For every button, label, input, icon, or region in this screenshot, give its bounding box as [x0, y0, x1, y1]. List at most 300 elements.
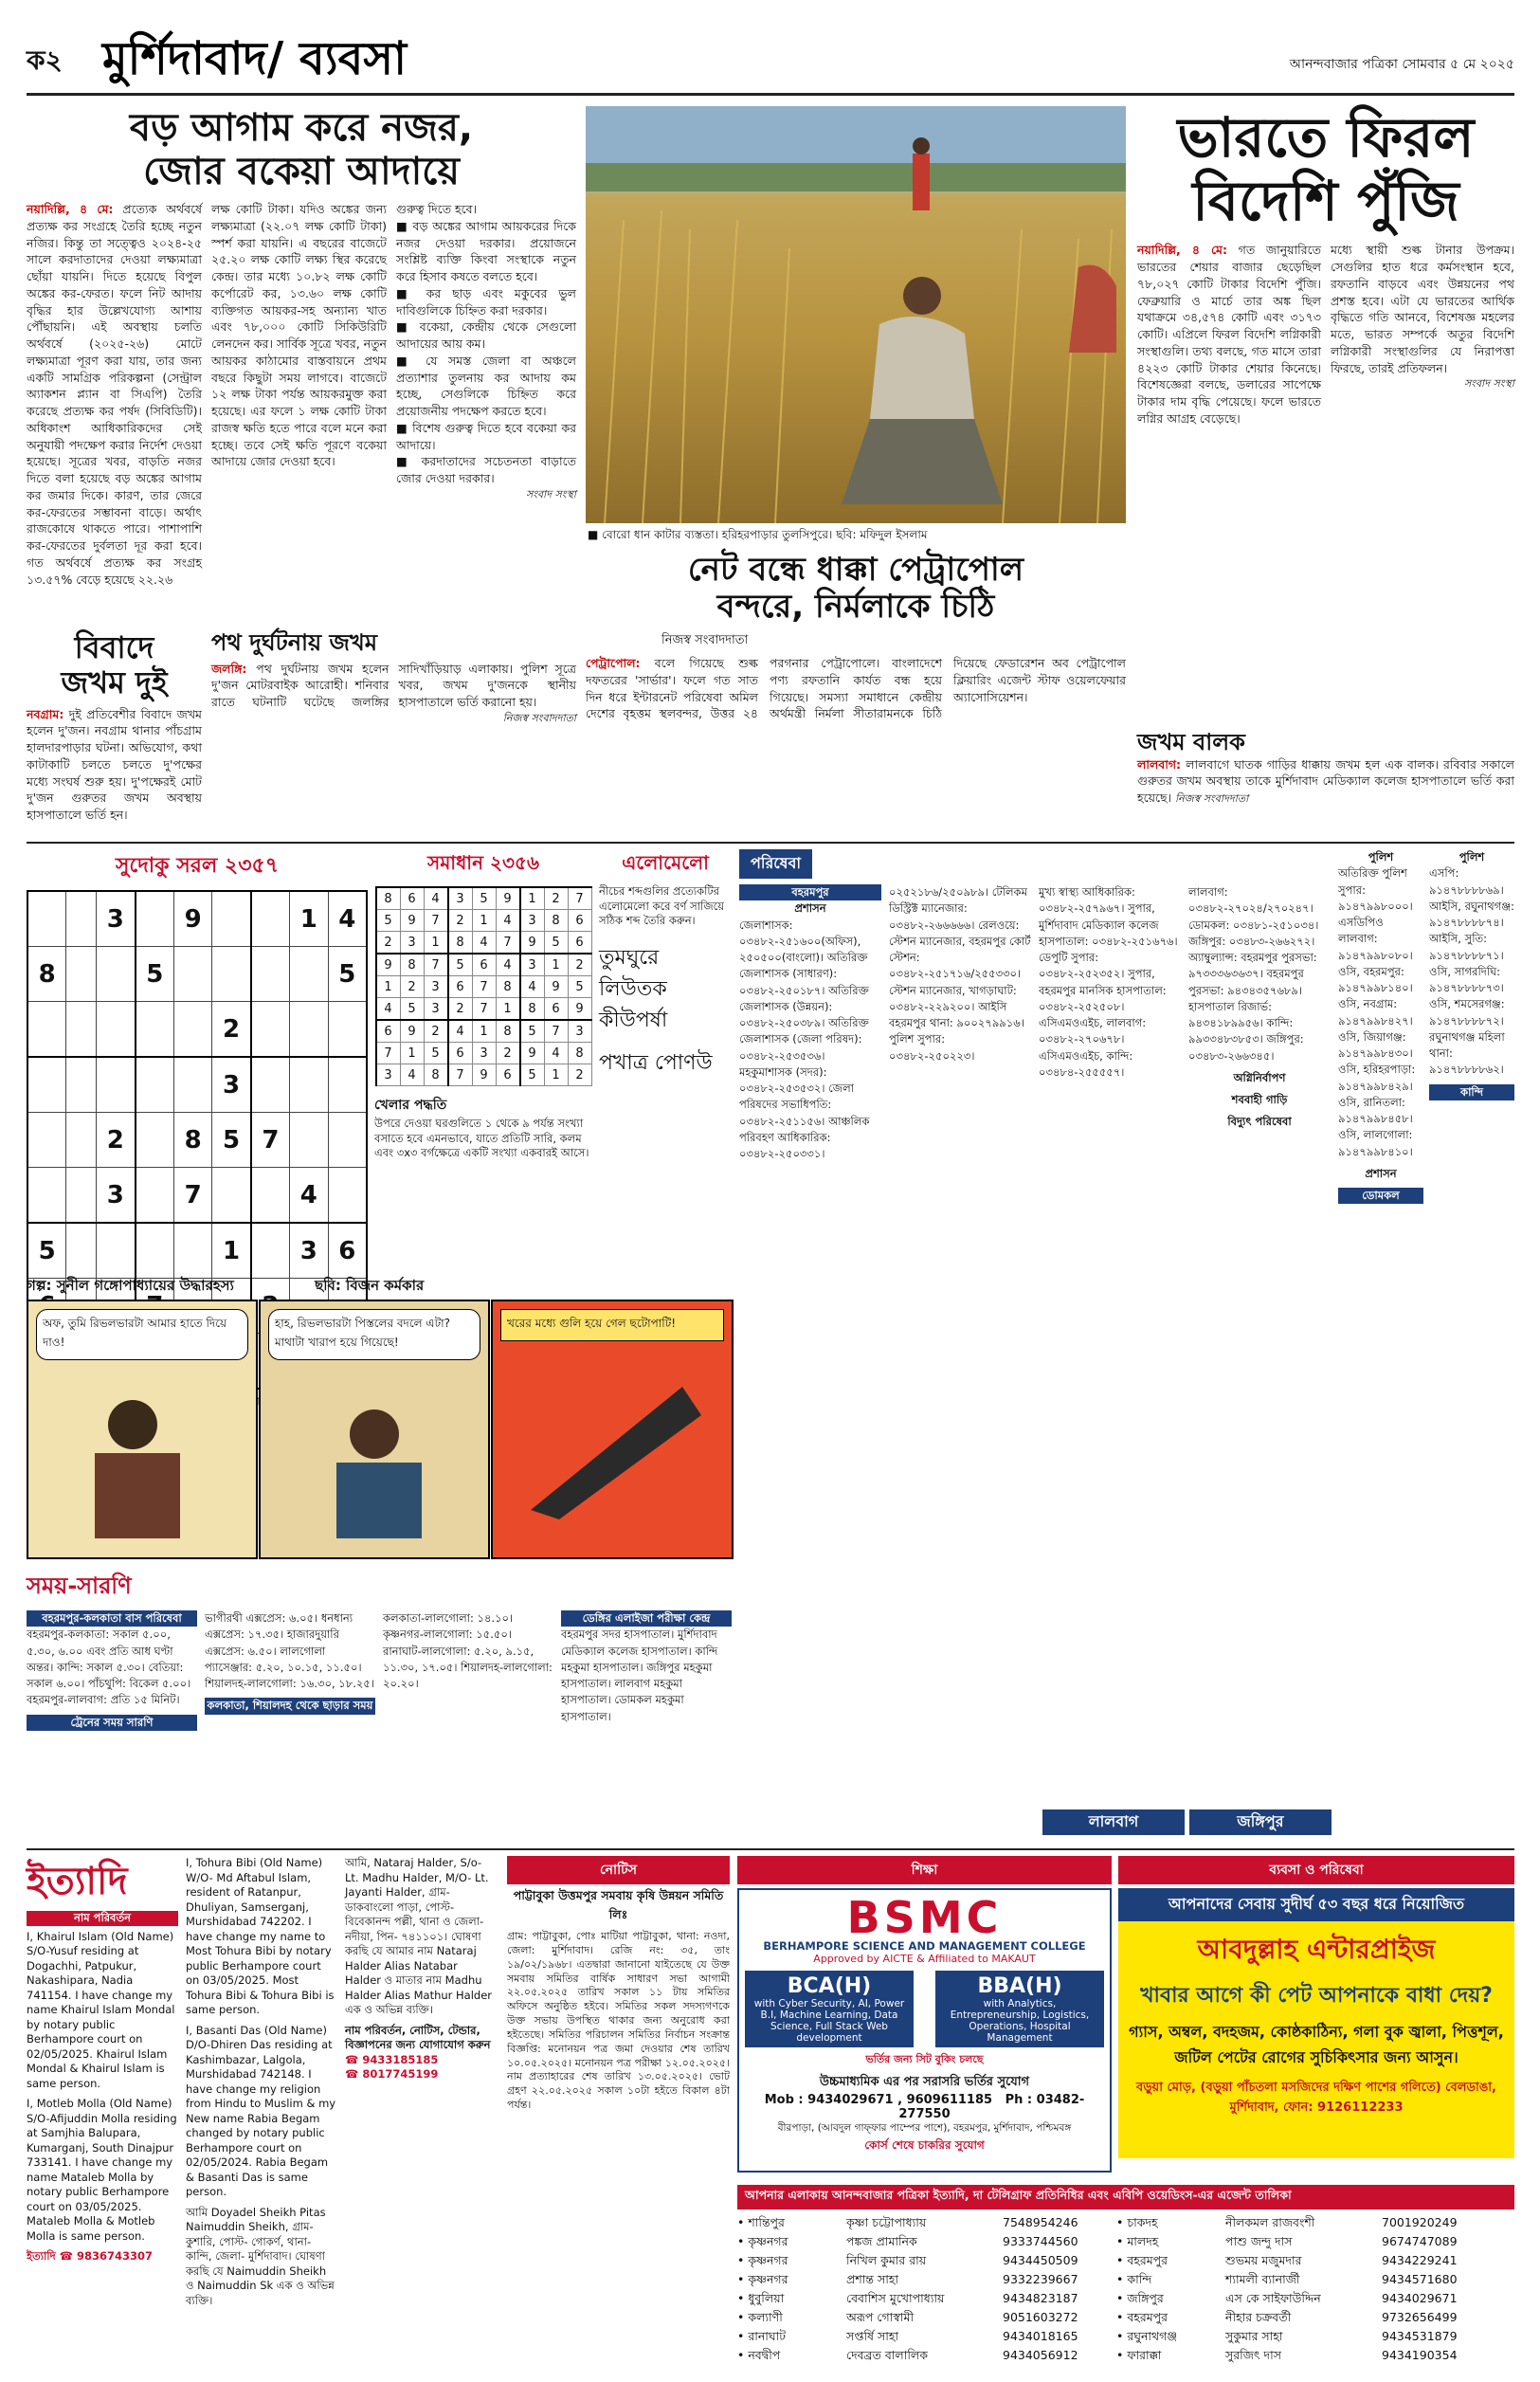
- sudoku-cell: 9: [173, 891, 211, 947]
- solution-cell: 8: [568, 1043, 591, 1064]
- credit: সংবাদ সংস্থা: [525, 487, 576, 500]
- solution-cell: 4: [400, 1064, 424, 1086]
- agent-phone: 9434531879: [1382, 2329, 1458, 2343]
- police: [1338, 849, 1514, 1835]
- agent-row: [1116, 2213, 1477, 2232]
- solution-cell: 7: [568, 887, 591, 910]
- solution-cell: 3: [448, 887, 473, 910]
- sudoku-cell: [136, 1057, 174, 1113]
- agent-row: [737, 2213, 1097, 2232]
- sudoku-cell: [66, 891, 97, 947]
- solution-cell: 5: [520, 1064, 545, 1086]
- sudoku-cell: 7: [173, 1168, 211, 1224]
- sudoku-cell: 5: [212, 1113, 251, 1168]
- agent-row: [737, 2289, 1097, 2308]
- solution-cell: 8: [496, 976, 520, 998]
- agent-area: • কল্যাণী: [737, 2310, 783, 2324]
- comic-story-credit: গল্প: সুনীল গঙ্গোপাধ্যায়ের উদ্ধারহস্য: [27, 1277, 234, 1294]
- sudoku-cell: 1: [212, 1223, 251, 1279]
- story-col: নয়াদিল্লি, ৪ মে: গত জানুয়ারিতে ভারতের শেয়ার বাজার ছেড়েছিল ৭৮,০২৭ কোটি টাকার বিদেশি পুঁজি। ফেব্রুয়ারি ও মার্চে তার অঙ্ক ছিল যথাক্রমে ৩৪,৫৭৪ কোটি এবং ৩১৭৩ কোটি। এপ্রিলে ফিরল বিদেশি লগ্নিকারী সংস্থাগুলি। তথ্য বলছে, গত মাসে তারা ৪২২৩ কোটি টাকার শেয়ার কিনেছে। বিশেষজ্ঞেরা বলছে, ডলারের সাপেক্ষে টাকার দাম বৃদ্ধি পেয়েছে। ফলে ভারতে লগ্নির আগ্রহ বেড়েছে।: [1137, 243, 1321, 426]
- solution-cell: 6: [376, 1020, 401, 1043]
- notice: নোটিস পাট্টাবুকা উত্তমপুর সমবায় কৃষি উন্নয়ন সমিতি লিঃ গ্রাম: পাট্টাবুকা, পোঃ মাটিয়া পাট্টাবুকা, থানা: নওদা, জেলা: মুর্শিদাবাদ। রেজি নং: ৩৫, তাং ১৯/০২/১৯৬৮। এতদ্বারা জানানো যাইতেছে যে উক্ত সমবায় সমিতির বার্ষিক সাধারণ সভা আগামী ২২.০৫.২০২৫ তারিখ সকাল ১১ টায় সমিতির অফিসে অনুষ্ঠিত হইবে। সমিতির সকল সদস্যগণকে উক্ত সভায় উপস্থিত থাকার জন্য অনুরোধ করা হইতেছে। সমিতির পরিচালন সমিতির নির্বাচন সংক্রান্ত বিজ্ঞপ্তি: মনোনয়ন পত্র জমা দেওয়ার শেষ তারিখ ১০.০৫.২০২৫। মনোনয়ন পত্র পরীক্ষা ১২.০৫.২০২৫। নাম প্রত্যাহারের শেষ তারিখ ১৩.০৫.২০২৫। ভোট গ্রহণ ২২.০৫.২০২৫ সকাল ১০টা হইতে বিকাল ৪টা পর্যন্ত।: [507, 1856, 730, 2368]
- agent-phone: 9434450509: [1003, 2253, 1078, 2267]
- solution-cell: 7: [424, 910, 448, 932]
- sudoku-cell: 8: [27, 947, 66, 1002]
- solution-cell: 9: [520, 932, 545, 955]
- classified-brand: ইত্যাদি: [27, 1860, 128, 1903]
- sudoku-cell: [97, 947, 136, 1002]
- solution-cell: 3: [400, 932, 424, 955]
- solution-cell: 3: [424, 976, 448, 998]
- solution-cell: 9: [400, 1020, 424, 1043]
- agent-phone: 9051603272: [1003, 2310, 1078, 2324]
- agent-area: • জঙ্গিপুর: [1116, 2291, 1164, 2305]
- solution-cell: 1: [376, 976, 401, 998]
- agent-phone: 9434190354: [1382, 2348, 1458, 2362]
- agent-area: • ধুবুলিয়া: [737, 2291, 785, 2305]
- solution-cell: 8: [448, 932, 473, 955]
- story-petrapole: [586, 552, 1126, 836]
- sudoku-cell: [97, 1057, 136, 1113]
- course-box: BCA(H) with Cyber Security, AI, Power B.I, Machine Learning, Data Science, Full Stack Web development: [745, 1971, 914, 2047]
- agent-phone: 9434018165: [1003, 2329, 1078, 2343]
- list-item: ■ বকেয়া, কেন্দ্রীয় থেকে সেগুলো আদায়ের আয় কম।: [396, 319, 576, 351]
- comic-strip: [27, 1275, 733, 1559]
- solution-cell: 4: [448, 1020, 473, 1043]
- comic-panel-3: [491, 1300, 734, 1559]
- timetable-col: ডেঙ্গির এলাইজা পরীক্ষা কেন্দ্র বহরমপুর সদর হাসপাতাল। মুর্শিদাবাদ মেডিক্যাল কলেজ হাসপাতাল। কান্দি মহকুমা হাসপাতাল। জঙ্গিপুর মহকুমা হাসপাতাল। লালবাগ মহকুমা হাসপাতাল। ডোমকল মহকুমা হাসপাতাল।: [561, 1610, 732, 1731]
- story-col: মধ্যে স্থায়ী শুল্ক টানার উপক্রম। সেগুলির হাত ধরে কর্মসংস্থান হবে, রফতানি বাড়বে এবং উন্নয়নের পথ প্রশস্ত হবে। এটা যে ভারতের আর্থিক বৃদ্ধিতে গতি আনবে, বিশেষজ্ঞ মহলের মতে, ভারত সম্পর্কে অতুর বিদেশি লগ্নিকারী সংস্থাগুলির যে নিরাপত্তা ফিরছে, তারই প্রতিফলন। সংবাদ সংস্থা: [1331, 243, 1514, 391]
- agent-row: [1116, 2346, 1477, 2365]
- sudoku-cell: 2: [212, 1002, 251, 1058]
- sudoku-cell: [251, 1168, 290, 1224]
- solution-cell: 4: [424, 887, 448, 910]
- byline: নিজস্ব সংবাদদাতা: [661, 633, 749, 648]
- sudoku-cell: [328, 1057, 367, 1113]
- list-item: ■ কর ছাড় এবং মকুবের ভুল দাবিগুলিকে চিহ্নিত করা দরকার।: [396, 285, 576, 318]
- agent-area: • ফারাক্কা: [1116, 2348, 1162, 2362]
- sudoku-cell: [290, 1002, 328, 1058]
- jumble-word: পখাত্র পোণউ: [599, 1050, 713, 1075]
- agent-name: সপ্তর্ষি সাহা: [846, 2329, 899, 2343]
- agent-area: • চাকদহ: [1116, 2215, 1158, 2229]
- solution-title: সমাধান ২৩৫৬: [426, 851, 540, 874]
- agent-area: • কান্দি: [1116, 2272, 1152, 2286]
- solution-grid: [375, 886, 592, 1086]
- course-box: BBA(H) with Analytics, Entrepreneurship, Logistics, Operations, Hospital Management: [935, 1971, 1104, 2047]
- solution-cell: 6: [544, 998, 568, 1021]
- agent-name: নীহার চক্রবর্তী: [1225, 2310, 1292, 2324]
- solution-cell: 8: [376, 887, 401, 910]
- solution-cell: 2: [496, 1043, 520, 1064]
- agent-phone: 9333744560: [1003, 2234, 1078, 2248]
- solution-cell: 2: [568, 954, 591, 976]
- story-body: নবগ্রাম: দুই প্রতিবেশীর বিবাদে জখম হলেন দু'জন। নবগ্রাম থানার পাঁচগ্রাম হালদারপাড়ার ঘটনা। অভিযোগ, কথা কাটাকাটি চলতে চলতে দু'পক্ষের মধ্যে সংঘর্ষ শুরু হয়। দু'পক্ষেরই মোট দু'জন গুরুতর জখম অবস্থায় হাসপাতালে ভর্তি হন।: [27, 706, 202, 823]
- jumble-word: তুমঘুরে লিউতক কীউপর্ষা: [599, 945, 668, 1032]
- sudoku-cell: 4: [290, 1168, 328, 1224]
- solution-cell: 5: [400, 998, 424, 1021]
- solution-cell: 2: [568, 1064, 591, 1086]
- sudoku-cell: [66, 1168, 97, 1224]
- solution-cell: 4: [472, 932, 496, 955]
- solution-cell: 1: [472, 1020, 496, 1043]
- bullet-col: [396, 201, 576, 588]
- classified-col: আমি, Nataraj Halder, S/o- Lt. Madhu Halder, M/O- Lt. Jayanti Halder, গ্রাম- ডাকবাংলো পাড়া, পোস্ট- বিবেকানন্দ পল্লী, থানা ও জেলা- নদীয়া, পিন- ৭৪১১০১। ঘোষণা করছি যে আমার নাম Nataraj Halder Alias Natabar Halder ও মাতার নাম Madhu Halder Alias Mathur Halder এক ও অভিন্ন ব্যক্তি। নাম পরিবর্তন, নোটিস, টেন্ডার, বিজ্ঞাপনের জন্য যোগাযোগ করুন ☎ 9433185185 ☎ 8017745199: [345, 1856, 493, 2082]
- agent-name: কৃষ্ণা চট্টোপাধ্যায়: [846, 2215, 927, 2229]
- sudoku-cell: [328, 1168, 367, 1224]
- sudoku-cell: [97, 1223, 136, 1279]
- credit: সংবাদ সংস্থা: [1463, 377, 1514, 391]
- solution-cell: 2: [424, 1020, 448, 1043]
- agent-row: [737, 2327, 1097, 2346]
- agent-area: • রানাঘাট: [737, 2329, 787, 2343]
- sudoku-cell: [251, 947, 290, 1002]
- solution-cell: 2: [376, 932, 401, 955]
- sudoku-cell: [66, 1002, 97, 1058]
- agent-name: প্রশান্ত সাহা: [846, 2272, 899, 2286]
- solution-cell: 3: [568, 1020, 591, 1043]
- comic-art-credit: ছবি: বিজন কর্মকার: [315, 1277, 425, 1294]
- solution-cell: 3: [376, 1064, 401, 1086]
- comic-figure: [28, 1368, 252, 1538]
- section-header: শিক্ষা: [737, 1856, 1112, 1884]
- sudoku-cell: [66, 947, 97, 1002]
- solution-cell: 4: [496, 910, 520, 932]
- sudoku-cell: [66, 1057, 97, 1113]
- agent-name: বেবাশিস মুখোপাধ্যায়: [846, 2291, 945, 2305]
- solution-cell: 4: [376, 998, 401, 1021]
- agent-row: [1116, 2251, 1477, 2270]
- agent-row: [737, 2232, 1097, 2251]
- agent-name: নিখিল কুমার রায়: [846, 2253, 927, 2267]
- agent-phone: 7001920249: [1382, 2215, 1458, 2229]
- comic-panel-2: [259, 1300, 490, 1559]
- agent-phone: 9434571680: [1382, 2272, 1458, 2286]
- sudoku-cell: 2: [97, 1113, 136, 1168]
- education-ad: শিক্ষা BSMC BERHAMPORE SCIENCE AND MANAGEMENT COLLEGE Approved by AICTE & Affiliated to MAKAUT BCA(H) with Cyber Security, AI, Power B.I, Machine Learning, Data Science, Full Stack Web development BBA(H) with Analytics, Entrepreneurship, Logistics, Operations, Hospital Management ভর্তির জন্য সিট বুকিং চলছে উচ্চমাধ্যমিক এর পর সরাসরি ভর্তির সুযোগ Mob : 9434029671 , 9609611185 Ph : 03482-277550 বীরপাড়া, (আবদুল গাফ্ফার পাম্পের পাশে), বহরমপুর, মুর্শিদাবাদ, পশ্চিমবঙ্গ কোর্স শেষে চাকরির সুযোগ: [737, 1856, 1112, 2178]
- solution-cell: 1: [400, 1043, 424, 1064]
- sudoku-cell: [27, 1113, 66, 1168]
- solution-cell: 9: [520, 1043, 545, 1064]
- sudoku-cell: [251, 891, 290, 947]
- sudoku-cell: [328, 1113, 367, 1168]
- solution-cell: 8: [400, 954, 424, 976]
- agents-col: [737, 2213, 1097, 2365]
- agent-area: • শান্তিপুর: [737, 2215, 785, 2229]
- timetable-col: বহরমপুর-কলকাতা বাস পরিষেবা বহরমপুর-কলকাতা: সকাল ৫.০০, ৫.৩০, ৬.০০ এবং প্রতি আধ ঘণ্টা অন্তর। কান্দি: সকাল ৫.৩০। বেতিয়া: সকাল ৬.০০। পাঁচথুপি: বিকেল ৫.০০। বহরমপুর-লালবাগ: প্রতি ১৫ মিনিট। ট্রেনের সময় সারণি: [27, 1610, 197, 1731]
- sudoku-cell: 5: [136, 947, 174, 1002]
- comic-figure: [261, 1368, 484, 1538]
- list-item: ■ বিশেষ গুরুত্ব দিতে হবে বকেয়া কর আদায়ে।: [396, 420, 576, 452]
- solution-cell: 3: [424, 998, 448, 1021]
- agent-area: • মালদহ: [1116, 2234, 1159, 2248]
- agent-row: [1116, 2270, 1477, 2289]
- rules-title: খেলার পদ্ধতি: [374, 1098, 447, 1113]
- college-logo: BSMC: [846, 1892, 1003, 1943]
- sudoku-cell: [27, 1002, 66, 1058]
- solution-cell: 7: [472, 998, 496, 1021]
- comic-figure: [493, 1349, 728, 1519]
- agent-phone: 7548954246: [1003, 2215, 1078, 2229]
- agent-area: • কৃষ্ণনগর: [737, 2253, 788, 2267]
- section-header: ব্যবসা ও পরিষেবা: [1118, 1856, 1514, 1884]
- credit: নিজস্ব সংবাদদাতা: [502, 711, 576, 724]
- story-boy: [1137, 730, 1514, 836]
- solution-cell: 7: [544, 1020, 568, 1043]
- sudoku-cell: 3: [97, 891, 136, 947]
- classifieds: [27, 1856, 500, 2368]
- sudoku-cell: [97, 1002, 136, 1058]
- masthead: [27, 19, 1514, 93]
- solution-cell: 7: [472, 976, 496, 998]
- agent-phone: 9434029671: [1382, 2291, 1458, 2305]
- solution-cell: 1: [544, 1064, 568, 1086]
- sudoku-cell: 8: [173, 1113, 211, 1168]
- paddy-harvest-image: [586, 106, 1126, 523]
- agent-row: [1116, 2232, 1477, 2251]
- police-col: পুলিশ অতিরিক্ত পুলিশ সুপার: ৯১৪৭৯৯৮০০০। এসডিপিও লালবাগ: ৯১৪৭৯৯৮০৮০। ওসি, বহরমপুর: ৯১৪৭৯৯৮১৪০। ওসি, নবগ্রাম: ৯১৪৭৯৯৮৪২৭। ওসি, জিয়াগঞ্জ: ৯১৪৭৯৯৮৪৩০। ওসি, হরিহরপাড়া: ৯১৪৭৯৯৮৪২৯। ওসি, রানিতলা: ৯১৪৭৯৯৮৪৫৮। ওসি, লালগোলা: ৯১৪৭৯৯৮৪১০। প্রশাসন ডোমকল: [1338, 849, 1423, 1204]
- credit: নিজস্ব সংবাদদাতা: [1175, 792, 1249, 806]
- agents-list: আপনার এলাকায় আনন্দবাজার পত্রিকা ইত্যাদি, দা টেলিগ্রাফ প্রতিনিধির এবং এবিপি ওয়েডিংস-এর এজেন্ট তালিকা • শান্তিপুর কৃষ্ণা চট্টোপাধ্যায় 7548954246 • কৃষ্ণনগর পঙ্কজ প্রামানিক 9333744560 • কৃষ্ণনগর নিখিল কুমার রায় 9434450509 • কৃষ্ণনগর প্রশান্ত সাহা 9332239667 • ধুবুলিয়া বেবাশিস মুখোপাধ্যায় 9434823187 • কল্যাণী অরূপ গোস্বামী 9051603272 • রানাঘাট সপ্তর্ষি সাহা 9434018165 • নবদ্বীপ দেবব্রত বালালিক 9434056912 • চাকদহ নীলকমল রাজবংশী 7001920249 • মালদহ পাশু জন্দু দাস 9674747089 • বহরমপুর শুভময় মজুমদার 9434229241 • কান্দি শ্যামলী ব্যানার্জী 9434571680 • জঙ্গিপুর এস কে সাইফাউদ্দিন 9434029671 • বহরমপুর নীহার চক্রবর্তী 9732656499 • রঘুনাথগঞ্জ সুকুমার সাহা 9434531879 • ফারাক্কা সুরজিৎ দাস 9434190354: [737, 2185, 1514, 2370]
- headline: ভারতে ফিরল বিদেশি পুঁজি: [1177, 105, 1475, 233]
- timetable-col: ভাগীরথী এক্সপ্রেস: ৬.০৫। ধনধান্য এক্সপ্রেস: ১৭.৩৫। হাজারদুয়ারি এক্সপ্রেস: ৬.৫০। লালগোলা প্যাসেঞ্জার: ৫.২০, ১০.১৫, ১১.৫০। শিয়ালদহ-লালগোলা: ১৬.৩০, ১৮.২৫। কলকাতা, শিয়ালদহ থেকে ছাড়ার সময়: [205, 1610, 375, 1731]
- sudoku-cell: 5: [27, 1223, 66, 1279]
- agent-phone: 9332239667: [1003, 2272, 1078, 2286]
- solution-cell: 8: [544, 910, 568, 932]
- solution-cell: 9: [496, 887, 520, 910]
- sudoku-cell: [251, 1223, 290, 1279]
- sudoku-title: সুদোকু সরল ২৩৫৭: [115, 854, 280, 878]
- agent-area: • বহরমপুর: [1116, 2253, 1169, 2267]
- paper-date: আনন্দবাজার পত্রিকা সোমবার ৫ মে ২০২৫: [1289, 57, 1514, 72]
- solution-cell: 4: [544, 1043, 568, 1064]
- timetable-title: সময়-সারণি: [27, 1573, 132, 1599]
- sudoku-cell: 5: [328, 947, 367, 1002]
- section-title: মুর্শিদাবাদ/ ব্যবসা: [102, 32, 407, 85]
- sudoku-cell: [136, 1168, 174, 1224]
- solution-cell: 5: [448, 954, 473, 976]
- speech-bubble: হাহ, রিভলভারটা পিস্তলের বদলে এটা? মাথাটা খারাপ হয়ে গিয়েছে!: [268, 1309, 480, 1360]
- sudoku-cell: [328, 1002, 367, 1058]
- list-item: গুরুত্ব দিতে হবে।: [396, 202, 478, 216]
- solution-cell: 9: [376, 954, 401, 976]
- sudoku-solution: [374, 849, 592, 1266]
- agent-row: [1116, 2289, 1477, 2308]
- sudoku-cell: [136, 891, 174, 947]
- services-col: বহরমপুর প্রশাসন জেলাশাসক: ০৩৪৮২-২৫১৬০০(অফিস), ২৫০৫০০(বাংলো)। অতিরিক্ত জেলাশাসক (সাধারণ): ০৩৪৮২-২৫০১৮৭। অতিরিক্ত জেলাশাসক (উন্নয়ন): ০৩৪৮২-২৫০৩৮৯। অতিরিক্ত জেলাশাসক (জেলা পরিষদ): ০৩৪৮২-২৫৩৫৩৬। মহকুমাশাসক (সদর): ০৩৪৮২-২৫৩৫৩২। জেলা পরিষদের সভাধিপতি: ০৩৪৮২-২৫১১৫৬। আঞ্চলিক পরিবহণ আধিকারিক: ০৩৪৮২-২৫০৩৩১।: [739, 884, 881, 1162]
- solution-cell: 8: [424, 1064, 448, 1086]
- headline: নেট বন্ধে ধাক্কা পেট্রাপোল বন্দরে, নির্মলাকে চিঠি: [687, 551, 1024, 627]
- solution-cell: 5: [472, 887, 496, 910]
- agent-row: [737, 2251, 1097, 2270]
- services-col: লালবাগ: ০৩৪৮২-২৭০২৪/২৭০২৪৭। ডোমকল: ০৩৪৮১-২৫১০৩৪। জঙ্গিপুর: ০৩৪৮৩-২৬৬২৭২। অ্যাম্বুল্যান্স: বহরমপুর পুরসভা: ৯৭৩৩৩৬৩৬৩৭। বহরমপুর পুরসভা: ৯৪৩৪৩৫৭৬৮৯। হাসপাতাল রিজার্ভ: ৯৪৩৪১৮৯৯৫৬। কান্দি: ৯৯৩৩৪৮৩৮৫৩। জঙ্গিপুর: ০৩৪৮৩-২৬৬৩৪৫। অগ্নিনির্বাপণ শববাহী গাড়ি বিদ্যুৎ পরিষেবা: [1188, 885, 1319, 1129]
- sudoku-cell: [27, 1057, 66, 1113]
- sudoku-cell: [173, 947, 211, 1002]
- solution-cell: 1: [496, 998, 520, 1021]
- story-col: লক্ষ কোটি টাকা। যদিও অঙ্কের জন্য লক্ষ্যমাত্রা (২২.০৭ লক্ষ কোটি টাকা) স্পর্শ করা যায়নি। এ বছরের বাজেটে ২৫.২০ লক্ষ কোটি লক্ষ্য স্থির করেছে কেন্দ্র। তার মধ্যে ১০.৮২ লক্ষ কোটি কর্পোরেট কর, ১৩.৬০ লক্ষ কোটি ব্যক্তিগত আয়কর-সহ অন্যান্য খাত এবং ৭৮,০০০ কোটি সিকিউরিটি লেনদেন কর। সার্বিক সূত্রে খবর, নতুন আয়কর কাঠামোর বাস্তবায়নে প্রথম বছরে কিছুটা সময় লাগবে। বাজেটে ১২ লক্ষ টাকা পর্যন্ত আয়করমুক্ত করা হয়েছে। এর ফলে ১ লক্ষ কোটি টাকা রাজস্ব ক্ষতি হতে পারে বলে মনে করা হচ্ছে। তবে সেই ক্ষতি পূরণে বকেয়া আদায়ে জোর দেওয়া হবে।: [211, 202, 387, 469]
- region-label: জঙ্গিপুর: [1189, 1809, 1332, 1835]
- classified-col: I, Tohura Bibi (Old Name) W/O- Md Aftabul Islam, resident of Ratanpur, Dhuliyan, Samserganj, Murshidabad 742202. I have change my name to Most Tohura Bibi by notary public Berhampore court on 03/05/2025. Most Tohura Bibi & Tohura Bibi is same person. I, Basanti Das (Old Name) D/O-Dhiren Das residing at Kashimbazar, Lalgola, Murshidabad 742148. I have change my religion from Hindu to Muslim & my New name Rabia Begam changed by notary public Berhampore court on 02/05/2024. Rabia Begam & Basanti Das is same person. আমি Doyadel Sheikh Pitas Naimuddin Sheikh, গ্রাম- কুশারি, পোস্ট- গোকর্ণ, থানা- কান্দি, জেলা- মুর্শিদাবাদ। ঘোষণা করছি যে Naimuddin Sheikh ও Naimuddin Sk এক ও অভিন্ন ব্যক্তি।: [186, 1856, 336, 2307]
- solution-cell: 9: [472, 1064, 496, 1086]
- story-body: লালবাগ: লালবাগে ঘাতক গাড়ির ধাক্কায় জখম হল এক বালক। রবিবার সকালে গুরুতর জখম অবস্থায় তাকে মুর্শিদাবাদ মেডিক্যাল কলেজ হাসপাতালে ভর্তি করা হয়েছে। নিজস্ব সংবাদদাতা: [1137, 756, 1514, 806]
- solution-cell: 5: [568, 976, 591, 998]
- solution-cell: 7: [424, 954, 448, 976]
- sudoku-cell: 3: [97, 1168, 136, 1224]
- agent-row: [737, 2270, 1097, 2289]
- solution-cell: 7: [448, 1064, 473, 1086]
- solution-cell: 4: [496, 954, 520, 976]
- page-number: ক২: [27, 45, 63, 76]
- jumble-title: এলোমেলো: [622, 851, 709, 874]
- solution-cell: 5: [544, 932, 568, 955]
- sudoku-cell: [290, 1113, 328, 1168]
- agent-name: নীলকমল রাজবংশী: [1225, 2215, 1315, 2229]
- story-body: পেট্রাপোল: বলে গিয়েছে শুল্ক দফতরের 'সার্ভার'। ফলে গত সাত দিন ধরে ইন্টারনেট পরিষেবা অমিল দেশের বৃহত্তম স্থলবন্দর, উত্তর ২৪ পরগনার পেট্রাপোলে। বাংলাদেশে পণ্য রফতানি কার্যত বন্ধ হয়ে গিয়েছে। সমস্যা সমাধানে কেন্দ্রীয় অর্থমন্ত্রী নির্মলা সীতারামনকে চিঠি দিয়েছে ফেডারেশন অব পেট্রাপোল ক্লিয়ারিং এজেন্ট স্টাফ ওয়েলফেয়ার অ্যাসোসিয়েশন।: [586, 656, 1126, 721]
- agent-phone: 9434056912: [1003, 2348, 1078, 2362]
- police-col: পুলিশ এসপি: ৯১৪৭৮৮৮৮৬৯। আইসি, রঘুনাথগঞ্জ: ৯১৪৭৮৮৮৮৭৪। আইসি, সুতি: ৯১৪৭৮৮৮৮৭১। ওসি, সাগরদিঘি: ৯১৪৭৮৮৮৮৭৩। ওসি, শমসেরগঞ্জ: ৯১৪৭৮৮৮৮৭২। রঘুনাথগঞ্জ মহিলা থানা: ৯১৪৭৮৮৮৮৬২। কান্দি: [1429, 849, 1514, 1204]
- sudoku-cell: 7: [251, 1113, 290, 1168]
- solution-cell: 2: [448, 910, 473, 932]
- solution-cell: 6: [400, 887, 424, 910]
- sudoku-cell: [173, 1057, 211, 1113]
- headline: বড় আগাম করে নজর, জোর বকেয়া আদায়ে: [129, 106, 474, 193]
- agent-name: অরূপ গোস্বামী: [846, 2310, 915, 2324]
- agent-name: এস কে সাইফাউদ্দিন: [1225, 2291, 1321, 2305]
- solution-cell: 9: [400, 910, 424, 932]
- timetable-col: কলকাতা-লালগোলা: ১৪.১০। কৃষ্ণনগর-লালগোলা: ১৫.৫০। রানাঘাট-লালগোলা: ৫.২০, ৯.১৫, ১১.৩০, ১৭.০৫। শিয়ালদহ-লালগোলা: ২০.২০।: [383, 1611, 553, 1690]
- solution-cell: 1: [520, 887, 545, 910]
- agent-phone: 9674747089: [1382, 2234, 1458, 2248]
- headline: পথ দুর্ঘটনায় জখম: [211, 629, 378, 656]
- jumble: এলোমেলো নীচের শব্দগুলির প্রত্যেকটির এলোমেলো করে বর্ণ সাজিয়ে সঠিক শব্দ তৈরি করুন। তুমঘুরে লিউতক কীউপর্ষা পখাত্র পোণউ: [599, 849, 732, 1266]
- news-photo: [586, 106, 1126, 523]
- list-item: ■ করদাতাদের সচেতনতা বাড়াতে জোর দেওয়া দরকার।: [396, 454, 576, 485]
- headline: বিবাদে জখম দুই: [61, 629, 168, 700]
- solution-cell: 6: [568, 910, 591, 932]
- sudoku-cell: 4: [328, 891, 367, 947]
- sudoku-cell: [27, 891, 66, 947]
- agent-row: [737, 2308, 1097, 2327]
- sudoku-cell: [66, 1113, 97, 1168]
- solution-cell: 9: [544, 976, 568, 998]
- solution-cell: 6: [448, 976, 473, 998]
- sudoku-cell: [212, 947, 251, 1002]
- solution-cell: 1: [424, 932, 448, 955]
- list-item: ■ যে সমস্ত জেলা বা অঞ্চলে প্রত্যাশার তুলনায় কর আদায় কম হচ্ছে, সেগুলিকে চিহ্নিত করে প্রয়োজনীয় পদক্ষেপ করতে হবে।: [396, 353, 576, 418]
- sudoku: [27, 849, 368, 1266]
- agent-area: • কৃষ্ণনগর: [737, 2272, 788, 2286]
- story-dues: [27, 106, 576, 623]
- sudoku-cell: 3: [212, 1057, 251, 1113]
- business-name: আবদুল্লাহ এন্টারপ্রাইজ: [1197, 1934, 1436, 1965]
- sudoku-cell: [136, 1002, 174, 1058]
- sudoku-cell: [251, 1002, 290, 1058]
- agent-phone: 9434229241: [1382, 2253, 1458, 2267]
- list-item: ■ বড় অঙ্কের আগাম আয়করের দিকে নজর দেওয়া দরকার। প্রয়োজনে সংশ্লিষ্ট ব্যক্তি কিংবা সংস্থাকে নতুন করে হিসাব কষতে বলতে হবে।: [396, 218, 576, 283]
- solution-cell: 7: [496, 932, 520, 955]
- agent-row: [737, 2346, 1097, 2365]
- solution-cell: 3: [520, 910, 545, 932]
- solution-cell: 2: [544, 887, 568, 910]
- solution-cell: 9: [568, 998, 591, 1021]
- sudoku-cell: [136, 1113, 174, 1168]
- story-clash: [27, 630, 576, 834]
- solution-cell: 6: [472, 954, 496, 976]
- photo-caption: ■ বোরো ধান কাটার ব্যস্ততা। হরিহরপাড়ার তুলসিপুরে। ছবি: মফিদুল ইসলাম: [588, 528, 928, 541]
- agent-name: পাশু জন্দু দাস: [1225, 2234, 1293, 2248]
- agent-name: দেবব্রত বালালিক: [846, 2348, 928, 2362]
- comic-panel-1: [27, 1300, 258, 1559]
- services-title: পরিষেবা: [739, 849, 812, 879]
- agent-area: • বহরমপুর: [1116, 2310, 1169, 2324]
- story-body: জলঙ্গি: পথ দুর্ঘটনায় জখম হলেন দু'জন মোটরবাইক আরোহী। শনিবার রাতে ঘটনাটি ঘটেছে জলঙ্গির সাদিখাঁড়িয়াড় এলাকায়। পুলিশ সূত্রে খবর, জখম দু'জনকে স্থানীয় হাসপাতালে ভর্তি করানো হয়। নিজস্ব সংবাদদাতা: [211, 661, 576, 724]
- solution-cell: 1: [472, 910, 496, 932]
- sudoku-cell: [136, 1223, 174, 1279]
- sudoku-cell: 3: [290, 1223, 328, 1279]
- speech-bubble: খরের মধ্যে গুলি হয়ে গেল ছটোপাটি!: [500, 1309, 724, 1341]
- rules-text: উপরে দেওয়া ঘরগুলিতে ১ থেকে ৯ পর্যন্ত সংখ্যা বসাতে হবে এমনভাবে, যাতে প্রতিটি সারি, কলম এবং ৩x৩ বর্গক্ষেত্রে একটি সংখ্যা একবারই আসে।: [374, 1117, 589, 1160]
- solution-cell: 8: [520, 998, 545, 1021]
- sudoku-cell: [66, 1223, 97, 1279]
- solution-cell: 5: [520, 1020, 545, 1043]
- agent-phone: 9434823187: [1003, 2291, 1078, 2305]
- solution-cell: 6: [568, 932, 591, 955]
- solution-cell: 3: [520, 954, 545, 976]
- sudoku-cell: [173, 1002, 211, 1058]
- agent-phone: 9732656499: [1382, 2310, 1458, 2324]
- sudoku-cell: [290, 947, 328, 1002]
- solution-cell: 5: [424, 1043, 448, 1064]
- sudoku-cell: [212, 1168, 251, 1224]
- solution-cell: 5: [376, 910, 401, 932]
- services-col: মুখ্য স্বাস্থ্য আধিকারিক: ০৩৪৮২-২৫৭৯৬৭। সুপার, মুর্শিদাবাদ মেডিক্যাল কলেজ হাসপাতাল: ০৩৪৮২-২৫১৬৭৬। ডেপুটি সুপার: ০৩৪৮২-২৫২৩৫২। সুপার, বহরমপুর মানসিক হাসপাতাল: ০৩৪৮২-২৫২৫০৮। এসিএমওএইচ, লালবাগ: ০৩৪৮২-২৭০৬৭৮। এসিএমওএইচ, কান্দি: ০৩৪৮৪-২৫৫৫৫৭।: [1039, 885, 1178, 1079]
- agent-name: শুভময় মজুমদার: [1225, 2253, 1302, 2267]
- solution-cell: 7: [376, 1043, 401, 1064]
- agent-name: পঙ্কজ প্রামানিক: [846, 2234, 917, 2248]
- classified-col: ইত্যাদি নাম পরিবর্তন I, Khairul Islam (Old Name) S/O-Yusuf residing at Dogachhi, Patpukur, Nakashipara, Nadia 741154. I have change my name Khairul Islam Mondal by notary public Berhampore court on 02/05/2025. Khairul Islam Mondal & Khairul Islam is same person. I, Motleb Molla (Old Name) S/O-Afijuddin Molla residing at Samjhia Balupara, Kumarganj, South Dinajpur 733141. I have change my name Mataleb Molla by notary public Berhampore court on 03/05/2025. Mataleb Molla & Motleb Molla is same person. ইত্যাদি ☎ 9836743307: [27, 1856, 178, 2308]
- agent-area: • কৃষ্ণনগর: [737, 2234, 788, 2248]
- story-fpi: [1137, 106, 1514, 713]
- solution-cell: 2: [400, 976, 424, 998]
- sudoku-cell: [27, 1168, 66, 1224]
- sudoku-cell: [212, 891, 251, 947]
- solution-cell: 6: [448, 1043, 473, 1064]
- agent-name: সুরজিৎ দাস: [1225, 2348, 1281, 2362]
- sudoku-cell: [290, 1057, 328, 1113]
- solution-cell: 2: [448, 998, 473, 1021]
- story-col: নয়াদিল্লি, ৪ মে: প্রত্যেক অর্থবর্ষে প্রত্যক্ষ কর সংগ্রহে তৈরি হচ্ছে নতুন নজির। কিন্তু তা সত্ত্বেও ২০২৪-২৫ সালে করদাতাদের দেওয়া লক্ষ্যমাত্রা ছোঁয়া যায়নি। দিতে হয়েছে বিপুল অঙ্কের কর-ফেরত। ফলে নিট আদায় বৃদ্ধির হার উল্লেখযোগ্য আশায় পৌঁছায়নি। এই অবস্থায় চলতি অর্থবর্ষে (২০২৫-২৬) মোটে লক্ষ্যমাত্রা পূরণ করা যায়, তার জন্য একটি সামগ্রিক পরিকল্পনা (সেন্ট্রাল অ্যাকশন প্ল্যান বা সিএপি) তৈরি করেছে প্রত্যক্ষ কর পর্ষদ (সিবিডিটি)। অধিকাংশ আধিকারিকদের সেই অনুযায়ী পদক্ষেপ করার নির্দেশ দেওয়া হয়েছে। সূত্রের খবর, বাড়তি নজর দিতে বলা হয়েছে বড় অঙ্কের আগাম কর জমার দিকে। কারণ, তার জেরে কর-ফেরতের সম্ভাবনা বাড়ে। অর্থাৎ রাজকোষে থাকতে পারে। পাশাপাশি কর-ফেরতের দুর্বলতা দূর করা হবে। গত অর্থবর্ষে প্রত্যক্ষ কর সংগ্রহ ১৩.৫৭% বেড়ে হয়েছে ২২.২৬: [27, 202, 202, 587]
- agent-area: • রঘুনাথগঞ্জ: [1116, 2329, 1177, 2343]
- services-col: ০২৫২১৮৬/২৫০৯৮৯। টেলিকম ডিস্ট্রিক্ট ম্যানেজার: ০৩৪৮২-২৬৬৬৬৬। রেলওয়ে: স্টেশন ম্যানেজার, বহরমপুর কোর্ট স্টেশন: ০৩৪৮২-২৫১৭১৬/২৫৫৩৩০। স্টেশন ম্যানেজার, খাগড়াঘাট: ০৩৪৮২-২২৯২০০। আইসি বহরমপুর থানা: ৯০০২৭৯৯১৬। পুলিশ সুপার: ০৩৪৮২-২৫০২২৩।: [889, 885, 1031, 1063]
- agent-name: সুকুমার সাহা: [1225, 2329, 1283, 2343]
- services: [739, 849, 1332, 1835]
- timetable: [27, 1569, 733, 1844]
- headline: জখম বালক: [1137, 729, 1245, 755]
- section-header: নোটিস: [507, 1856, 730, 1884]
- solution-cell: 8: [496, 1020, 520, 1043]
- agent-name: শ্যামলী ব্যানার্জী: [1225, 2272, 1300, 2286]
- solution-cell: 1: [544, 954, 568, 976]
- sudoku-cell: 6: [328, 1223, 367, 1279]
- sudoku-cell: 1: [290, 891, 328, 947]
- solution-cell: 6: [496, 1064, 520, 1086]
- agent-row: [1116, 2308, 1477, 2327]
- agents-col: [1116, 2213, 1477, 2365]
- speech-bubble: অফ, তুমি রিভলভারটা আমার হাতে দিয়ে দাও!: [36, 1309, 248, 1360]
- business-ad: ব্যবসা ও পরিষেবা আপনাদের সেবায় সুদীর্ঘ ৫৩ বছর ধরে নিয়োজিত আবদুল্লাহ এন্টারপ্রাইজ খাবার আগে কী পেট আপনাকে বাধা দেয়? গ্যাস, অম্বল, বদহজম, কোষ্ঠকাঠিন্য, গলা বুক জ্বালা, পিত্তশূল, জটিল পেটের রোগের সুচিকিৎসার জন্য আসুন। বড়ুয়া মোড়, (বড়ুয়া পাঁচতলা মসজিদের দক্ষিণ পাশের গলিতে) বেলডাঙা, মুর্শিদাবাদ, ফোন: 9126112233: [1118, 1856, 1514, 2178]
- solution-cell: 4: [520, 976, 545, 998]
- sudoku-cell: [173, 1223, 211, 1279]
